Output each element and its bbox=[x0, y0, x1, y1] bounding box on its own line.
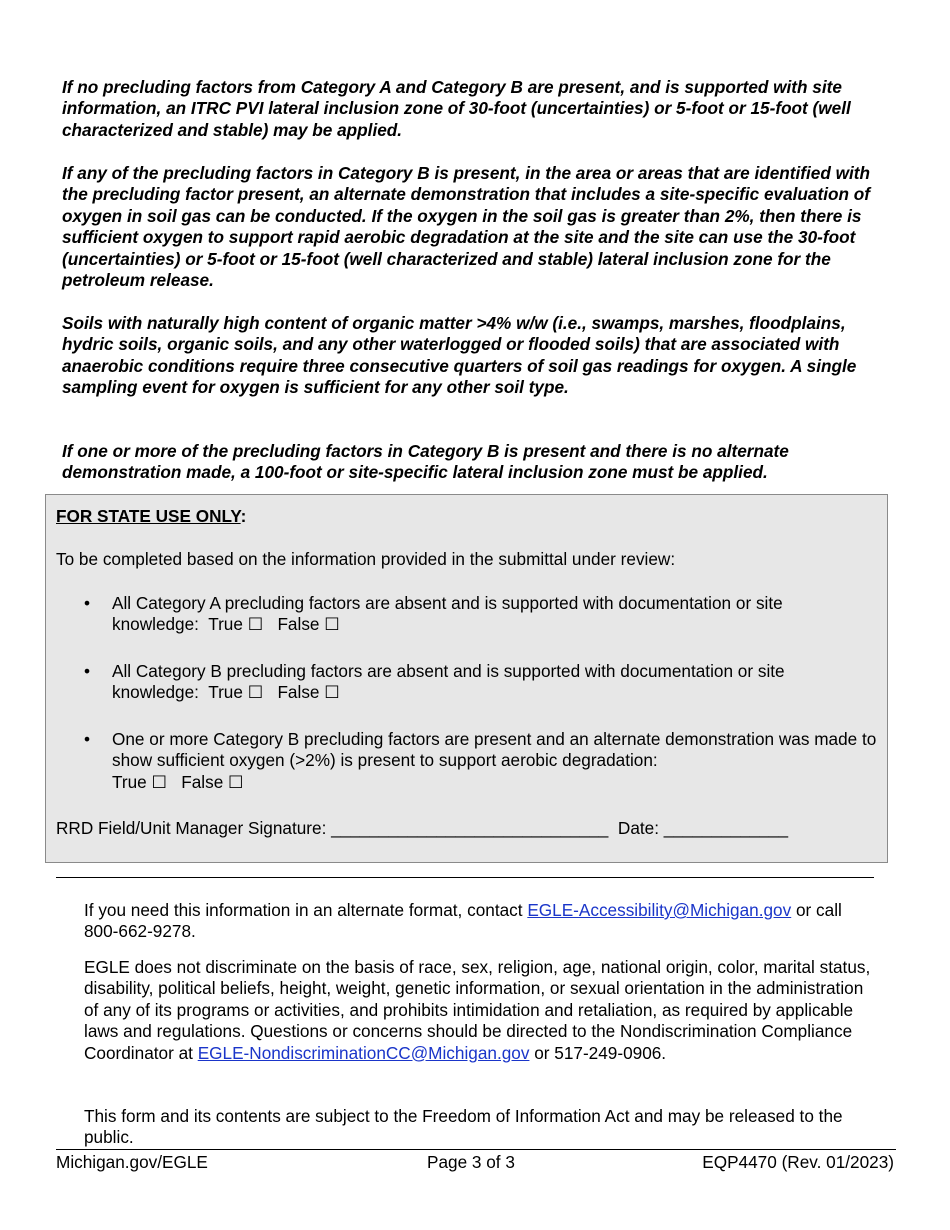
true-checkbox[interactable]: ☐ bbox=[151, 771, 167, 792]
section-divider bbox=[56, 877, 874, 878]
nondiscrimination-email-link[interactable]: EGLE-NondiscriminationCC@Michigan.gov bbox=[197, 1042, 530, 1063]
footer-form-id: EQP4470 (Rev. 01/2023) bbox=[702, 1152, 894, 1172]
true-label: True bbox=[208, 682, 243, 703]
true-label: True bbox=[208, 614, 243, 635]
state-use-box bbox=[45, 494, 888, 863]
foia-note: This form and its contents are subject to the Freedom of Information Act and may be released to the public. bbox=[84, 1106, 843, 1148]
true-checkbox[interactable]: ☐ bbox=[247, 682, 264, 703]
footer-page-number: Page 3 of 3 bbox=[427, 1152, 515, 1172]
false-label: False bbox=[277, 682, 320, 703]
accessibility-email-link[interactable]: EGLE-Accessibility@Michigan.gov bbox=[527, 900, 792, 920]
check-item-text: All Category B precluding factors are absent and is supported with documentation or site knowledge: bbox=[112, 661, 785, 703]
date-label: Date: bbox=[617, 818, 659, 838]
bullet-icon: • bbox=[84, 593, 91, 613]
accessibility-note: If you need this information in an alternate format, contact EGLE-Accessibility@Michigan.gov or call 800-662-9278. bbox=[84, 900, 842, 942]
false-checkbox[interactable]: ☐ bbox=[228, 771, 244, 792]
instruction-paragraph-2: If any of the precluding factors in Category B is present, in the area or areas that are identified with the precluding factor present, an alternate demonstration that includes a site-specific evaluation of oxygen in soil gas can be conducted. If the oxygen in the soil gas is greater than 2%, then there is sufficient oxygen to support rapid aerobic degradation at the site and the site can use the 30-foot (uncertainties) or 5-foot or 15-foot (well characterized and stable) lateral inclusion zone for the petroleum release. bbox=[62, 163, 870, 291]
signature-label: RRD Field/Unit Manager Signature: bbox=[56, 818, 327, 838]
instruction-paragraph-3: Soils with naturally high content of organic matter >4% w/w (i.e., swamps, marshes, floodplains, hydric soils, organic soils, and any other waterlogged or flooded soils) that are associated with anaerobic conditions require three consecutive quarters of soil gas readings for oxygen. A single sampling event for oxygen is sufficient for any other soil type. bbox=[62, 313, 857, 398]
false-checkbox[interactable]: ☐ bbox=[324, 614, 340, 635]
false-checkbox[interactable]: ☐ bbox=[324, 682, 340, 703]
state-use-intro: To be completed based on the information provided in the submittal under review: bbox=[56, 549, 676, 569]
signature-line bbox=[56, 818, 788, 839]
state-use-heading: FOR STATE USE ONLY: bbox=[56, 506, 247, 526]
instruction-paragraph-4: If one or more of the precluding factors in Category B is present and there is no alternate demonstration made, a 100-foot or site-specific lateral inclusion zone must be applied. bbox=[62, 441, 789, 483]
bullet-icon: • bbox=[84, 661, 91, 681]
instruction-paragraph-1: If no precluding factors from Category A and Category B are present, and is supported with site information, an ITRC PVI lateral inclusion zone of 30-foot (uncertainties) or 5-foot or 15-foot (well characterized and stable) may be applied. bbox=[62, 77, 851, 140]
nondiscrimination-note: EGLE does not discriminate on the basis of race, sex, religion, age, national origin, color, marital status, disability, political beliefs, height, weight, genetic information, or sexual orientation in the administration of any of its programs or activities, and prohibits intimidation and retaliation, as required by applicable laws and regulations. Questions or concerns should be directed to the Nondiscrimination Compliance Coordinator at EGLE-NondiscriminationCC@Michigan.gov or 517-249-0906. bbox=[84, 957, 871, 1063]
signature-field[interactable]: _____________________________ bbox=[331, 818, 609, 838]
footer-website: Michigan.gov/EGLE bbox=[56, 1152, 208, 1172]
false-label: False bbox=[277, 614, 320, 635]
true-checkbox[interactable]: ☐ bbox=[247, 614, 264, 635]
bullet-icon: • bbox=[84, 729, 91, 749]
check-item-text: One or more Category B precluding factors are present and an alternate demonstration was made to show sufficient oxygen (>2%) is present to support aerobic degradation: bbox=[112, 729, 877, 771]
footer-divider bbox=[56, 1149, 896, 1150]
check-item-text: All Category A precluding factors are absent and is supported with documentation or site knowledge: bbox=[112, 593, 783, 635]
date-field[interactable]: _____________ bbox=[663, 818, 789, 838]
true-label: True bbox=[112, 771, 147, 792]
false-label: False bbox=[181, 771, 224, 792]
